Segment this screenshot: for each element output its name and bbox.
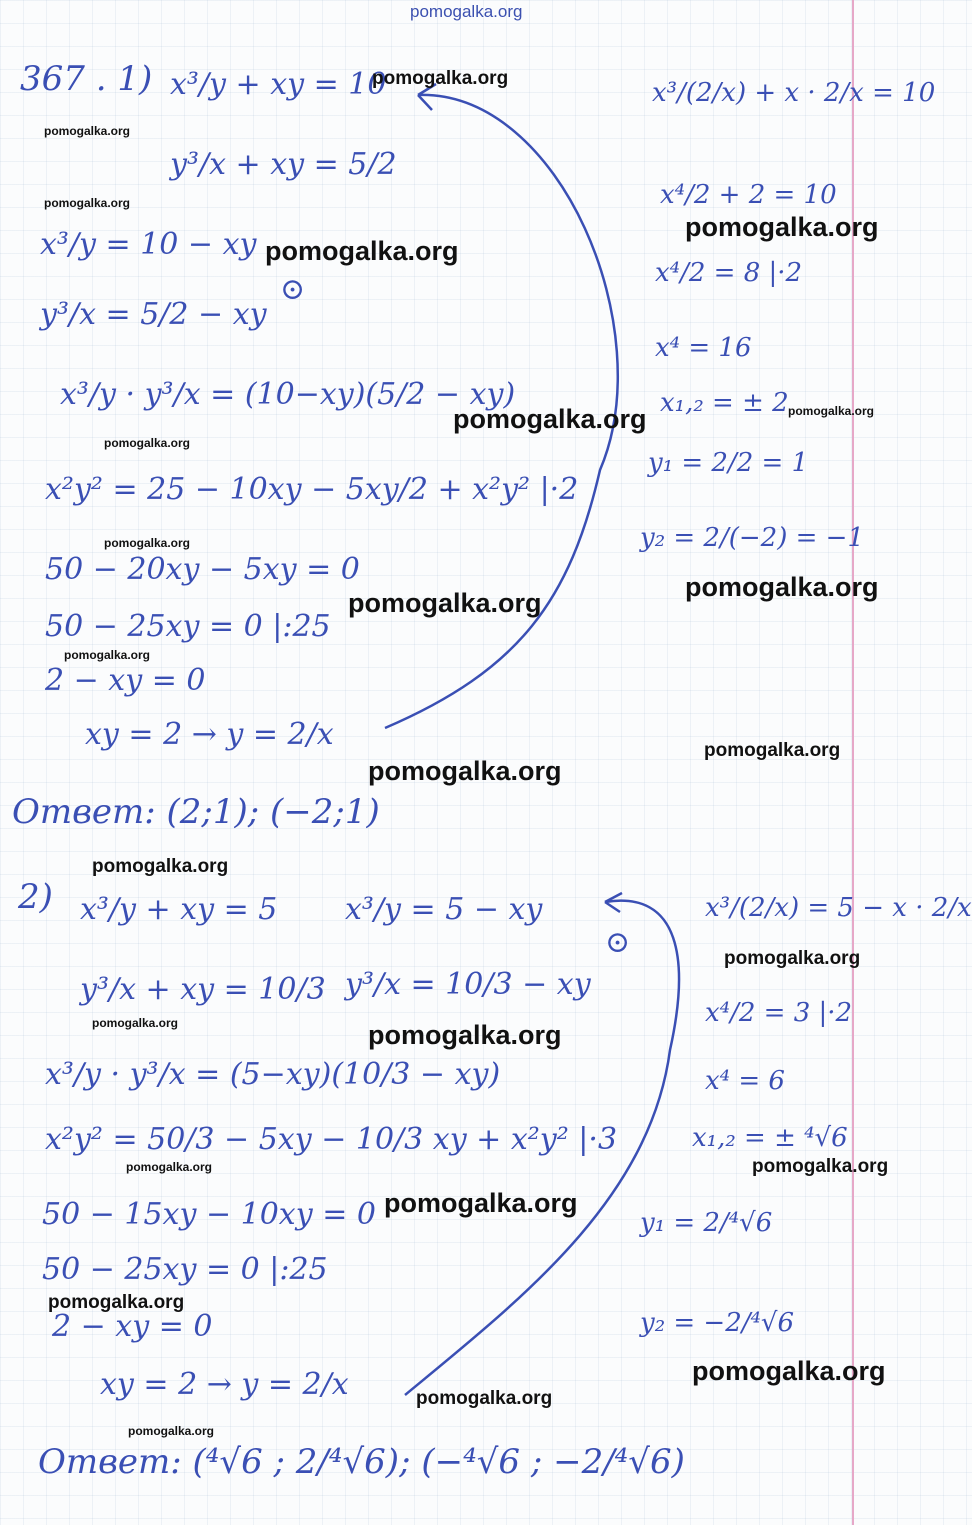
part1-system-eq2: y³/x + xy = 5/2 — [170, 147, 397, 182]
part1-step1: 50 − 20xy − 5xy = 0 — [45, 552, 360, 587]
watermark: pomogalka.org — [704, 740, 841, 761]
part2-step4: xy = 2 → y = 2/x — [100, 1367, 349, 1402]
watermark: pomogalka.org — [724, 948, 861, 969]
watermark: pomogalka.org — [126, 1160, 213, 1174]
part2-system-eq1: x³/y + xy = 5 — [80, 892, 278, 927]
part2-side4: x₁,₂ = ± ⁴√6 — [692, 1123, 848, 1153]
header-watermark: pomogalka.org — [410, 2, 523, 21]
part1-side6: y₁ = 2/2 = 1 — [648, 448, 809, 478]
part2-side1: x³/(2/x) = 5 − x · 2/x — [705, 893, 972, 923]
watermark: pomogalka.org — [48, 1292, 185, 1313]
watermark: pomogalka.org — [128, 1424, 215, 1438]
part1-product: x³/y · y³/x = (10−xy)(5/2 − xy) — [60, 377, 516, 412]
part1-side3: x⁴/2 = 8 |·2 — [655, 258, 803, 288]
part2-side5: y₁ = 2/⁴√6 — [640, 1208, 773, 1238]
watermark: pomogalka.org — [104, 436, 191, 450]
watermark: pomogalka.org — [64, 648, 151, 662]
part2-rewrite-eq1: x³/y = 5 − xy — [345, 892, 543, 927]
watermark: pomogalka.org — [692, 1356, 886, 1386]
watermark: pomogalka.org — [752, 1156, 889, 1177]
part1-step3: 2 − xy = 0 — [45, 663, 206, 698]
part2-side2: x⁴/2 = 3 |·2 — [705, 998, 853, 1028]
part1-side1: x³/(2/x) + x · 2/x = 10 — [652, 78, 936, 108]
part2-system-eq2: y³/x + xy = 10/3 — [80, 972, 326, 1007]
part2-step2: 50 − 25xy = 0 |:25 — [42, 1252, 328, 1287]
watermark: pomogalka.org — [92, 1016, 179, 1030]
part2-side6: y₂ = −2/⁴√6 — [640, 1308, 795, 1338]
part1-system-eq1: x³/y + xy = 10 — [170, 67, 387, 102]
part2-step1: 50 − 15xy − 10xy = 0 — [42, 1197, 376, 1232]
part1-dot-marker: ⊙ — [280, 272, 306, 307]
watermark: pomogalka.org — [368, 1020, 562, 1050]
watermark: pomogalka.org — [348, 588, 542, 618]
part1-side2: x⁴/2 + 2 = 10 — [660, 180, 837, 210]
watermark: pomogalka.org — [104, 536, 191, 550]
watermark: pomogalka.org — [685, 572, 879, 602]
watermark: pomogalka.org — [368, 756, 562, 786]
watermark: pomogalka.org — [788, 404, 875, 418]
part1-answer: Ответ: (2;1); (−2;1) — [12, 792, 380, 832]
part2-side3: x⁴ = 6 — [705, 1066, 785, 1096]
part1-rewrite-eq2: y³/x = 5/2 − xy — [40, 297, 267, 332]
watermark: pomogalka.org — [265, 236, 459, 266]
part2-rewrite-eq2: y³/x = 10/3 − xy — [345, 967, 591, 1002]
arrowhead-part2 — [605, 893, 622, 912]
part1-expanded: x²y² = 25 − 10xy − 5xy/2 + x²y² |·2 — [45, 472, 579, 507]
watermark: pomogalka.org — [44, 196, 131, 210]
part1-label: 367 . 1) — [20, 59, 153, 99]
part1-side5: x₁,₂ = ± 2 — [660, 388, 789, 418]
part1-step2: 50 − 25xy = 0 |:25 — [45, 609, 331, 644]
part2-product: x³/y · y³/x = (5−xy)(10/3 − xy) — [45, 1057, 501, 1092]
part2-label: 2) — [18, 877, 53, 917]
part1-side7: y₂ = 2/(−2) = −1 — [640, 523, 864, 553]
part2-step3: 2 − xy = 0 — [52, 1309, 213, 1344]
watermark: pomogalka.org — [685, 212, 879, 242]
watermark: pomogalka.org — [44, 124, 131, 138]
watermark: pomogalka.org — [416, 1388, 553, 1409]
watermark: pomogalka.org — [92, 856, 229, 877]
watermark: pomogalka.org — [384, 1188, 578, 1218]
part2-expanded: x²y² = 50/3 − 5xy − 10/3 xy + x²y² |·3 — [45, 1122, 618, 1157]
part1-rewrite-eq1: x³/y = 10 − xy — [40, 227, 257, 262]
watermark: pomogalka.org — [372, 68, 509, 89]
part1-step4: xy = 2 → y = 2/x — [85, 717, 334, 752]
part1-side4: x⁴ = 16 — [655, 333, 752, 363]
watermark: pomogalka.org — [453, 404, 647, 434]
part2-answer: Ответ: (⁴√6 ; 2/⁴√6); (−⁴√6 ; −2/⁴√6) — [38, 1442, 685, 1482]
part2-dot-marker: ⊙ — [605, 925, 631, 960]
